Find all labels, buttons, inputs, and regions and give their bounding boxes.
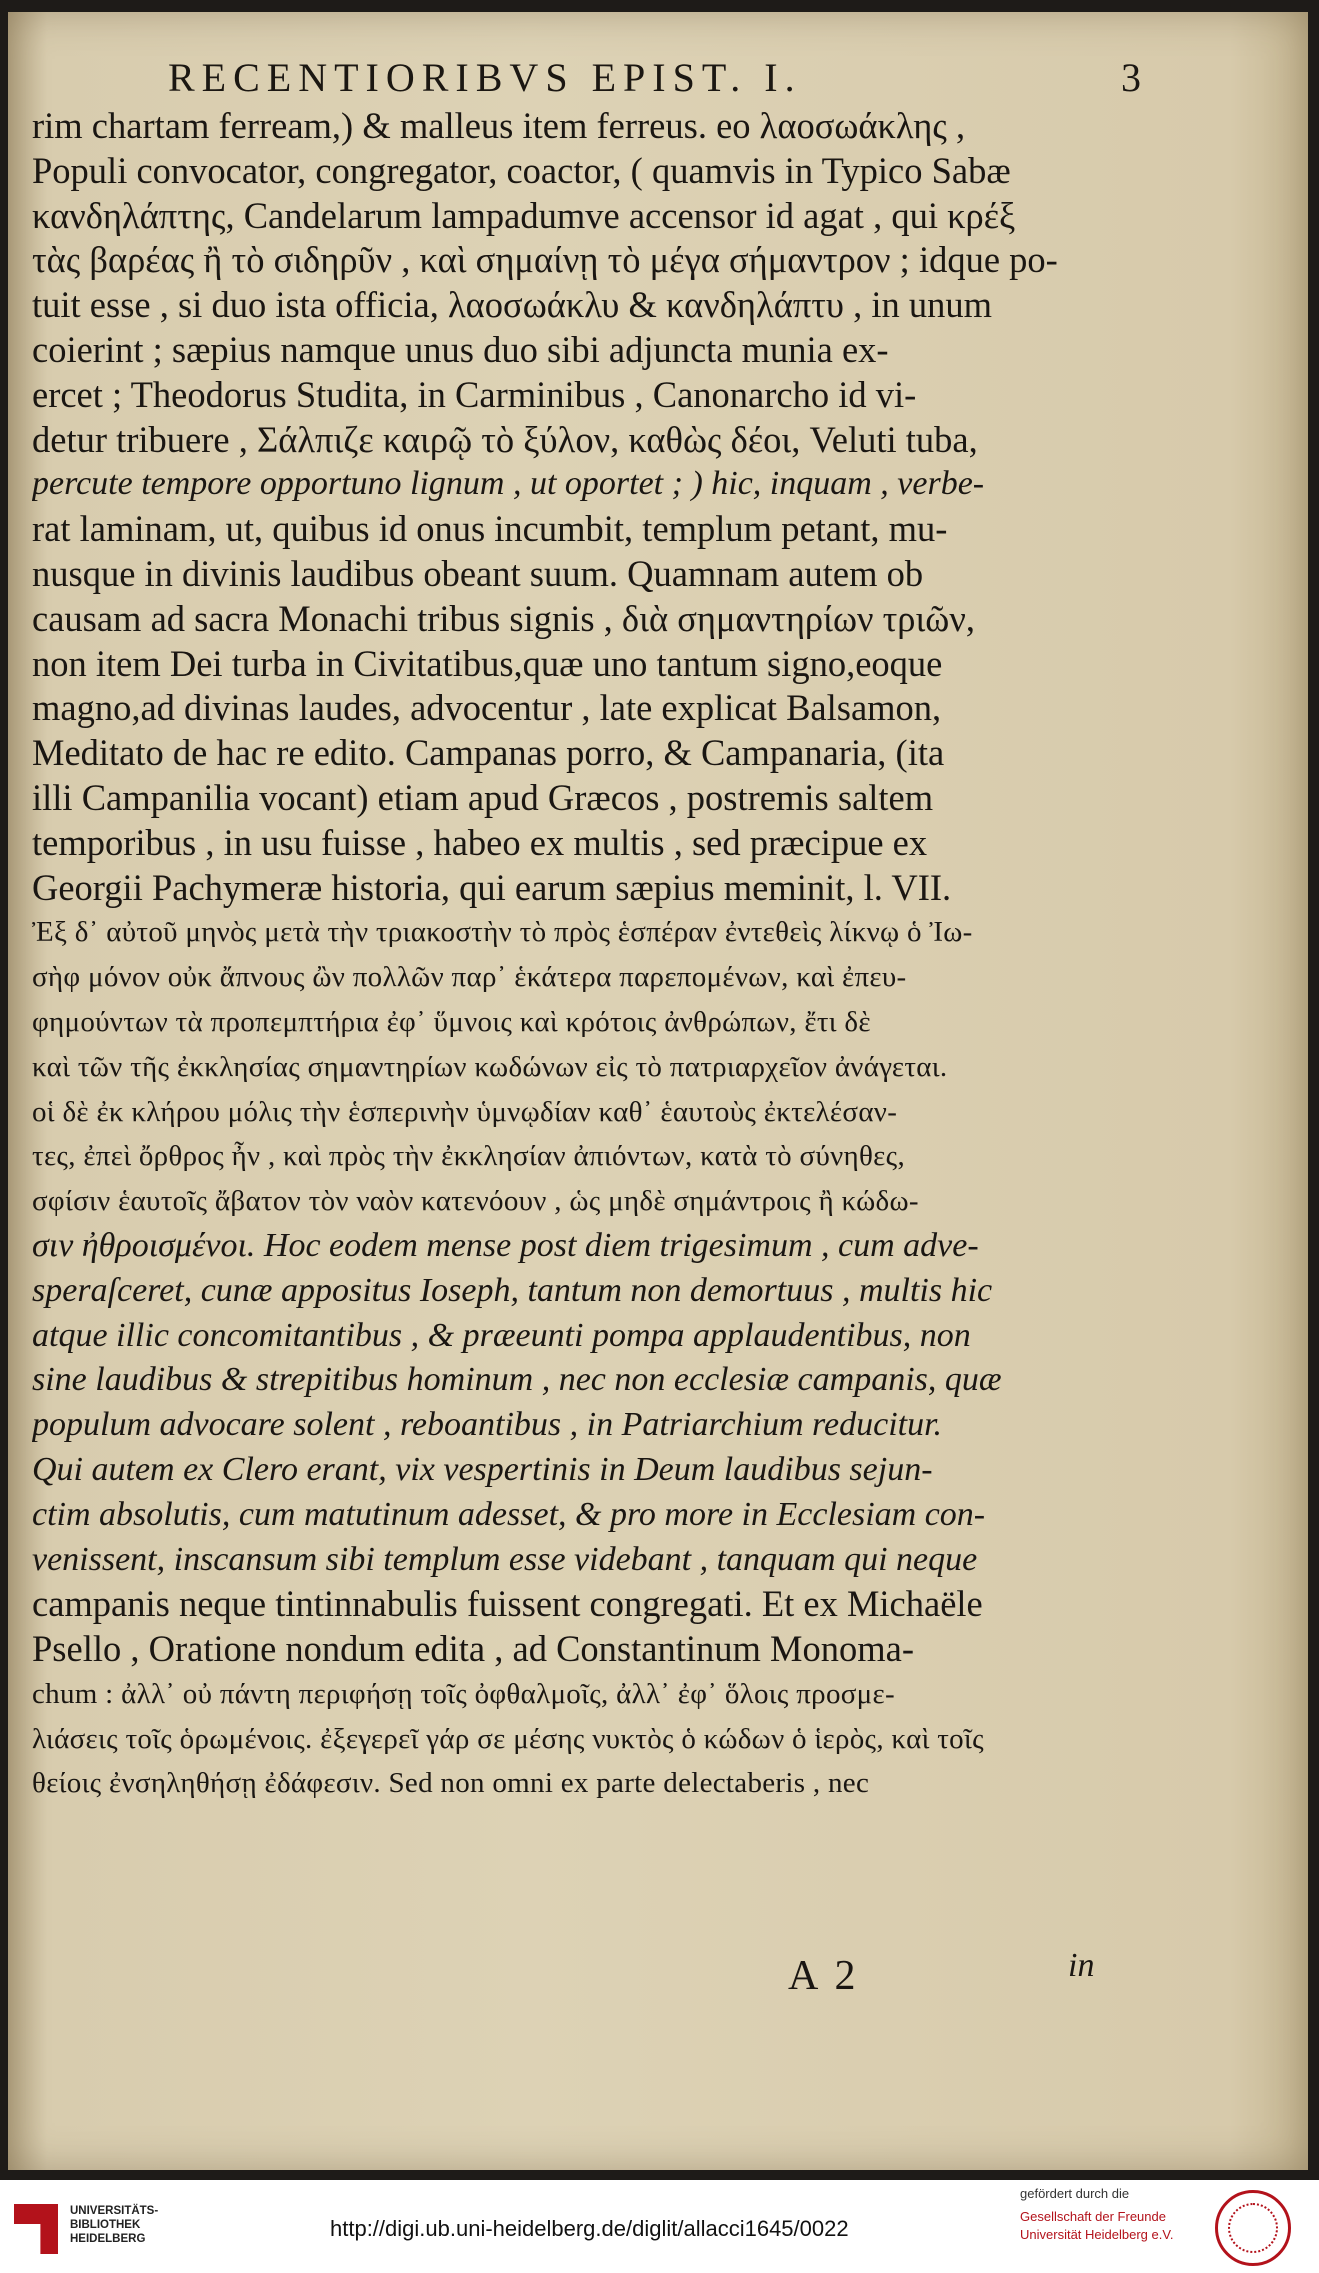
book-page — [8, 12, 1308, 2170]
greek-line: οἱ δὲ ἐκ κλήρου μόλις τὴν ἑσπερινὴν ὑμνῳδίαν καθ᾽ ἑαυτοὺς ἐκτελέσαν- — [32, 1095, 898, 1128]
text-line: ctim absolutis, cum matutinum adesset, & pro more in Ecclesiam con- — [32, 1495, 986, 1533]
library-name-line: HEIDELBERG — [70, 2233, 146, 2245]
running-header — [168, 54, 1148, 101]
library-name-line: UNIVERSITÄTS- — [70, 2205, 159, 2217]
text-line: coierint ; sæpius namque unus duo sibi adjuncta munia ex- — [32, 328, 889, 370]
greek-line: τες, ἐπεὶ ὄρθρος ἦν , καὶ πρὸς τὴν ἐκκλησίαν ἀπιόντων, κατὰ τὸ σύνηθες, — [32, 1140, 905, 1173]
sponsor-name[interactable] — [1020, 2208, 1173, 2244]
text-line: populum advocare solent , reboantibus , in Patriarchium reducitur. — [32, 1406, 943, 1444]
text-line: Meditato de hac re edito. Campanas porro, & Campanaria, (ita — [32, 732, 945, 774]
text-line: venissent, inscansum sibi templum esse videbant , tanquam qui neque — [32, 1540, 978, 1578]
text-line: nusque in divinis laudibus obeant suum. Quamnam autem ob — [32, 552, 924, 594]
text-line: rim chartam ferream,) & malleus item ferreus. eo λαοσωάκλης , — [32, 105, 966, 146]
page-number: 3 — [1121, 55, 1148, 100]
running-title: RECENTIORIBVS EPIST. I. — [168, 55, 802, 100]
text-line: Qui autem ex Clero erant, vix vespertinis in Deum laudibus sejun- — [32, 1450, 933, 1488]
funded-by-label: gefördert durch die — [1020, 2186, 1130, 2201]
text-line: magno,ad divinas laudes, advocentur , late explicat Balsamon, — [32, 687, 942, 729]
text-line: Georgii Pachymeræ historia, qui earum sæpius meminit, l. VII. — [32, 866, 952, 908]
text-line: causam ad sacra Monachi tribus signis , διὰ σημαντηρίων τριῶν, — [32, 597, 975, 639]
text-line: Psello , Oratione nondum edita , ad Constantinum Monoma- — [32, 1628, 914, 1670]
text-line: campanis neque tintinnabulis fuissent congregati. Et ex Michaële — [32, 1583, 983, 1625]
catchword: in — [1068, 1947, 1095, 1984]
library-logo[interactable] — [14, 2200, 164, 2260]
text-line: ercet ; Theodorus Studita, in Carminibus , Canonarcho id vi- — [32, 373, 917, 415]
text-line: temporibus , in usu fuisse , habeo ex multis , sed præcipue ex — [32, 821, 928, 863]
text-line: illi Campanilia vocant) etiam apud Græcos , postremis saltem — [32, 776, 934, 818]
greek-line: καὶ τῶν τῆς ἐκκλησίας σημαντηρίων κωδώνων εἰς τὸ πατριαρχεῖον ἀνάγεται. — [32, 1050, 948, 1083]
text-line: sine laudibus & strepitibus hominum , nec non ecclesiæ campanis, quæ — [32, 1361, 1002, 1399]
text-line: σιν ἠθροισμένοι. Hoc eodem mense post diem trigesimum , cum adve- — [32, 1226, 979, 1264]
text-line: Populi convocator, congregator, coactor, ( quamvis in Typico Sabæ — [32, 149, 1011, 191]
text-line: speraſceret, cunæ appositus Ioseph, tantum non demortuus , multis hic — [32, 1271, 993, 1309]
greek-line: Ἐξ δ᾽ αὐτοῦ μηνὸς μετὰ τὴν τριακοστὴν τὸ πρὸς ἑσπέραν ἐντεθεὶς λίκνῳ ὁ Ἰω- — [32, 916, 973, 949]
library-name-line: BIBLIOTHEK — [70, 2219, 141, 2231]
greek-line: chum : ἀλλ᾽ οὐ πάντη περιφήσῃ τοῖς ὀφθαλμοῖς, ἀλλ᾽ ἐφ᾽ ὅλοις προσμε- — [32, 1677, 895, 1710]
sponsor-name-line: Universität Heidelberg e.V. — [1020, 2227, 1174, 2242]
digitization-footer — [0, 2180, 1319, 2273]
greek-line: φημούντων τὰ προπεμπτήρια ἐφ᾽ ὕμνοις καὶ κρότοις ἀνθρώπων, ἔτι δὲ — [32, 1005, 871, 1038]
library-logo-icon — [14, 2204, 58, 2254]
text-line: atque illic concomitantibus , & præeunti pompa applaudentibus, non — [32, 1316, 971, 1354]
text-line: τὰς βαρέας ἢ τὸ σιδηρῦν , καὶ σημαίνῃ τὸ μέγα σήμαντρον ; idque po- — [32, 239, 1058, 281]
text-line: detur tribuere , Σάλπιζε καιρῷ τὸ ξύλον, καθὼς δέοι, Veluti tuba, — [32, 418, 978, 460]
greek-line: σὴφ μόνον οὐκ ἄπνους ὢν πολλῶν παρ᾽ ἑκάτερα παρεπομένων, καὶ ἐπευ- — [32, 961, 907, 994]
library-name — [70, 2204, 158, 2246]
sponsor-name-line: Gesellschaft der Freunde — [1020, 2209, 1166, 2224]
university-seal-icon — [1215, 2190, 1291, 2266]
text-line: non item Dei turba in Civitatibus,quæ uno tantum signo,eoque — [32, 642, 943, 684]
page-body-text — [32, 104, 1112, 1806]
greek-line: λιάσεις τοῖς ὁρωμένοις. ἐξεγερεῖ γάρ σε μέσης νυκτὸς ὁ κώδων ὁ ἱερὸς, καὶ τοῖς — [32, 1722, 984, 1755]
permalink-url[interactable]: http://digi.ub.uni-heidelberg.de/diglit/allacci1645/0022 — [330, 2216, 849, 2241]
greek-line: σφίσιν ἑαυτοῖς ἄβατον τὸν ναὸν κατενόουν , ὡς μηδὲ σημάντροις ἢ κώδω- — [32, 1185, 919, 1218]
greek-line: θείοις ἐνσηληθήσῃ ἐδάφεσιν. Sed non omni ex parte delectaberis , nec — [32, 1767, 870, 1800]
text-line: κανδηλάπτης, Candelarum lampadumve accensor id agat , qui κρέξ — [32, 194, 1016, 236]
text-line: rat laminam, ut, quibus id onus incumbit, templum petant, mu- — [32, 508, 948, 550]
signature-mark: A 2 — [788, 1953, 860, 1999]
text-line: tuit esse , si duo ista officia, λαοσωάκλυ & κανδηλάπτυ , in unum — [32, 284, 993, 326]
text-line: percute tempore opportuno lignum , ut oportet ; ) hic, inquam , verbe- — [32, 465, 985, 503]
